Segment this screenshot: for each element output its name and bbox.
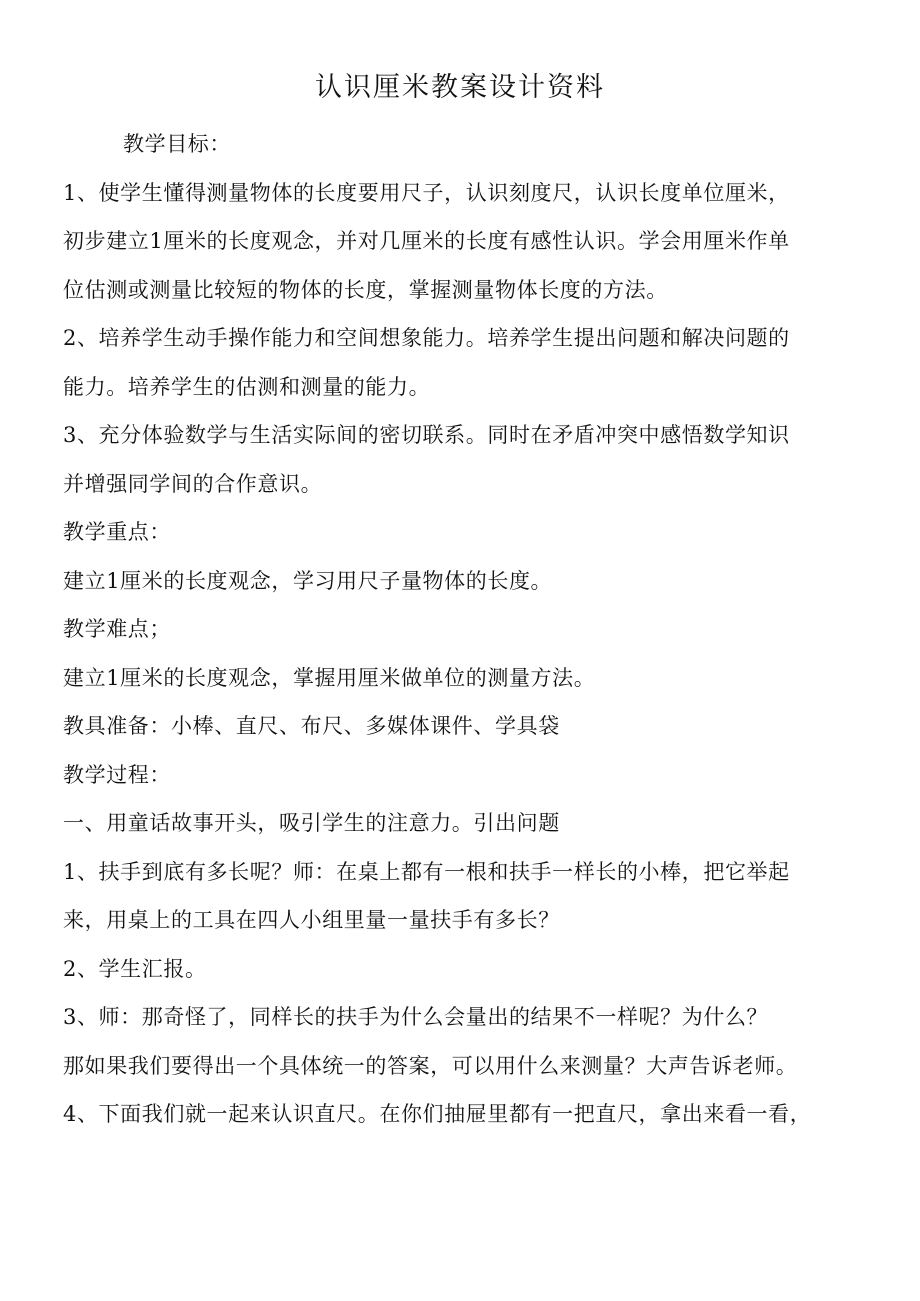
document-body (63, 120, 853, 1139)
paragraph-line: 3、师：那奇怪了，同样长的扶手为什么会量出的结果不一样呢？为什么？ (63, 1005, 769, 1029)
paragraph-line: 那如果我们要得出一个具体统一的答案，可以用什么来测量？大声告诉老师。 (63, 1053, 798, 1078)
paragraph-line: 并增强同学间的合作意识。 (63, 471, 323, 496)
paragraph-line: 来，用桌上的工具在四人小组里量一量扶手有多长？ (63, 908, 560, 932)
paragraph-line: 一、用童话故事开头，吸引学生的注意力。引出问题 (63, 811, 560, 835)
paragraph-line: 2、培养学生动手操作能力和空间想象能力。培养学生提出问题和解决问题的 (63, 326, 790, 350)
teaching-aids-line: 教具准备：小棒、直尺、布尺、多媒体课件、学具袋 (63, 714, 560, 738)
paragraph-line: 4、下面我们就一起来认识直尺。在你们抽屉里都有一把直尺，拿出来看一看， (63, 1102, 812, 1126)
paragraph-line: 1、扶手到底有多长呢？师：在桌上都有一根和扶手一样长的小棒，把它举起 (63, 859, 790, 884)
section-heading-key-points: 教学重点： (63, 520, 171, 544)
section-heading-process: 教学过程： (63, 762, 171, 787)
paragraph-line: 建立1厘米的长度观念，掌握用厘米做单位的测量方法。 (63, 665, 596, 690)
paragraph-line: 3、充分体验数学与生活实际间的密切联系。同时在矛盾冲突中感悟数学知识 (63, 423, 790, 447)
paragraph-line: 1、使学生懂得测量物体的长度要用尺子，认识刻度尺，认识长度单位厘米， (63, 180, 790, 205)
paragraph-line: 初步建立1厘米的长度观念，并对几厘米的长度有感性认识。学会用厘米作单 (63, 229, 790, 253)
paragraph-line: 建立1厘米的长度观念，学习用尺子量物体的长度。 (63, 568, 553, 593)
paragraph-line: 2、学生汇报。 (63, 956, 207, 981)
section-heading-objectives: 教学目标： (123, 132, 231, 156)
section-heading-difficulties: 教学难点； (63, 617, 171, 641)
paragraph-line: 能力。培养学生的估测和测量的能力。 (63, 374, 431, 399)
paragraph-line: 位估测或测量比较短的物体的长度，掌握测量物体长度的方法。 (63, 277, 668, 302)
document-title: 认识厘米教案设计资料 (315, 72, 605, 103)
